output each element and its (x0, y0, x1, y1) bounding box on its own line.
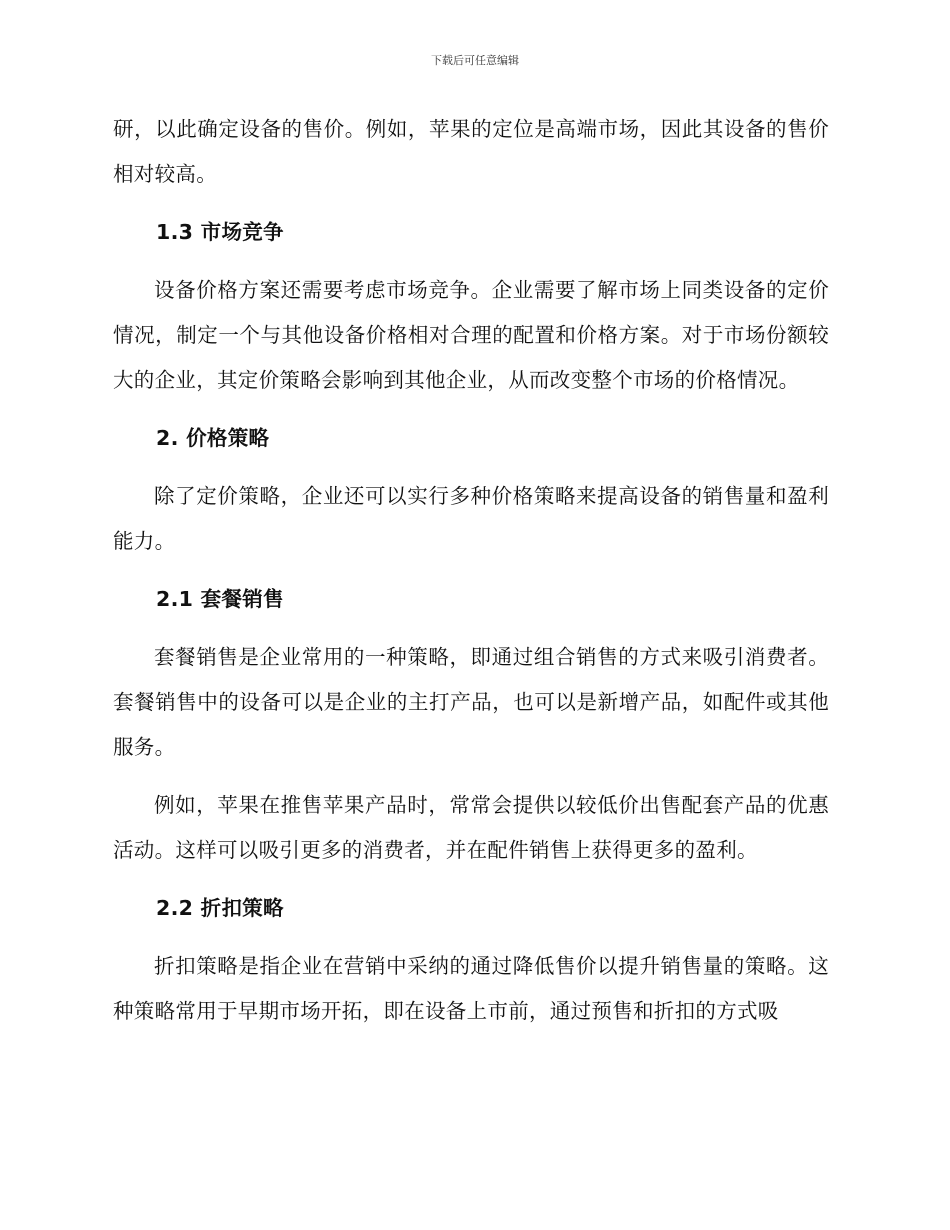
page-header-watermark: 下载后可任意编辑 (431, 54, 519, 67)
paragraph-bundle-example: 例如，苹果在推售苹果产品时，常常会提供以较低价出售配套产品的优惠活动。这样可以吸引更多的消费者，并在配件销售上获得更多的盈利。 (113, 793, 829, 862)
paragraph-discount-strategy: 折扣策略是指企业在营销中采纳的通过降低售价以提升销售量的策略。这种策略常用于早期市场开拓，即在设备上市前，通过预售和折扣的方式吸 (113, 954, 829, 1023)
section-heading-2-2: 2.2 折扣策略 (156, 896, 284, 920)
paragraph-bundle-sales: 套餐销售是企业常用的一种策略，即通过组合销售的方式来吸引消费者。套餐销售中的设备可以是企业的主打产品，也可以是新增产品，如配件或其他服务。 (113, 645, 829, 759)
section-heading-1-3: 1.3 市场竞争 (156, 220, 284, 244)
section-heading-2-1: 2.1 套餐销售 (156, 587, 284, 611)
section-heading-2: 2. 价格策略 (156, 426, 270, 450)
paragraph-market-competition: 设备价格方案还需要考虑市场竞争。企业需要了解市场上同类设备的定价情况，制定一个与其他设备价格相对合理的配置和价格方案。对于市场份额较大的企业，其定价策略会影响到其他企业，从而改变整个市场的价格情况。 (113, 278, 829, 392)
paragraph-continued: 研，以此确定设备的售价。例如，苹果的定位是高端市场，因此其设备的售价相对较高。 (113, 117, 829, 186)
document-body (113, 107, 829, 1047)
paragraph-price-strategy: 除了定价策略，企业还可以实行多种价格策略来提高设备的销售量和盈利能力。 (113, 484, 829, 553)
